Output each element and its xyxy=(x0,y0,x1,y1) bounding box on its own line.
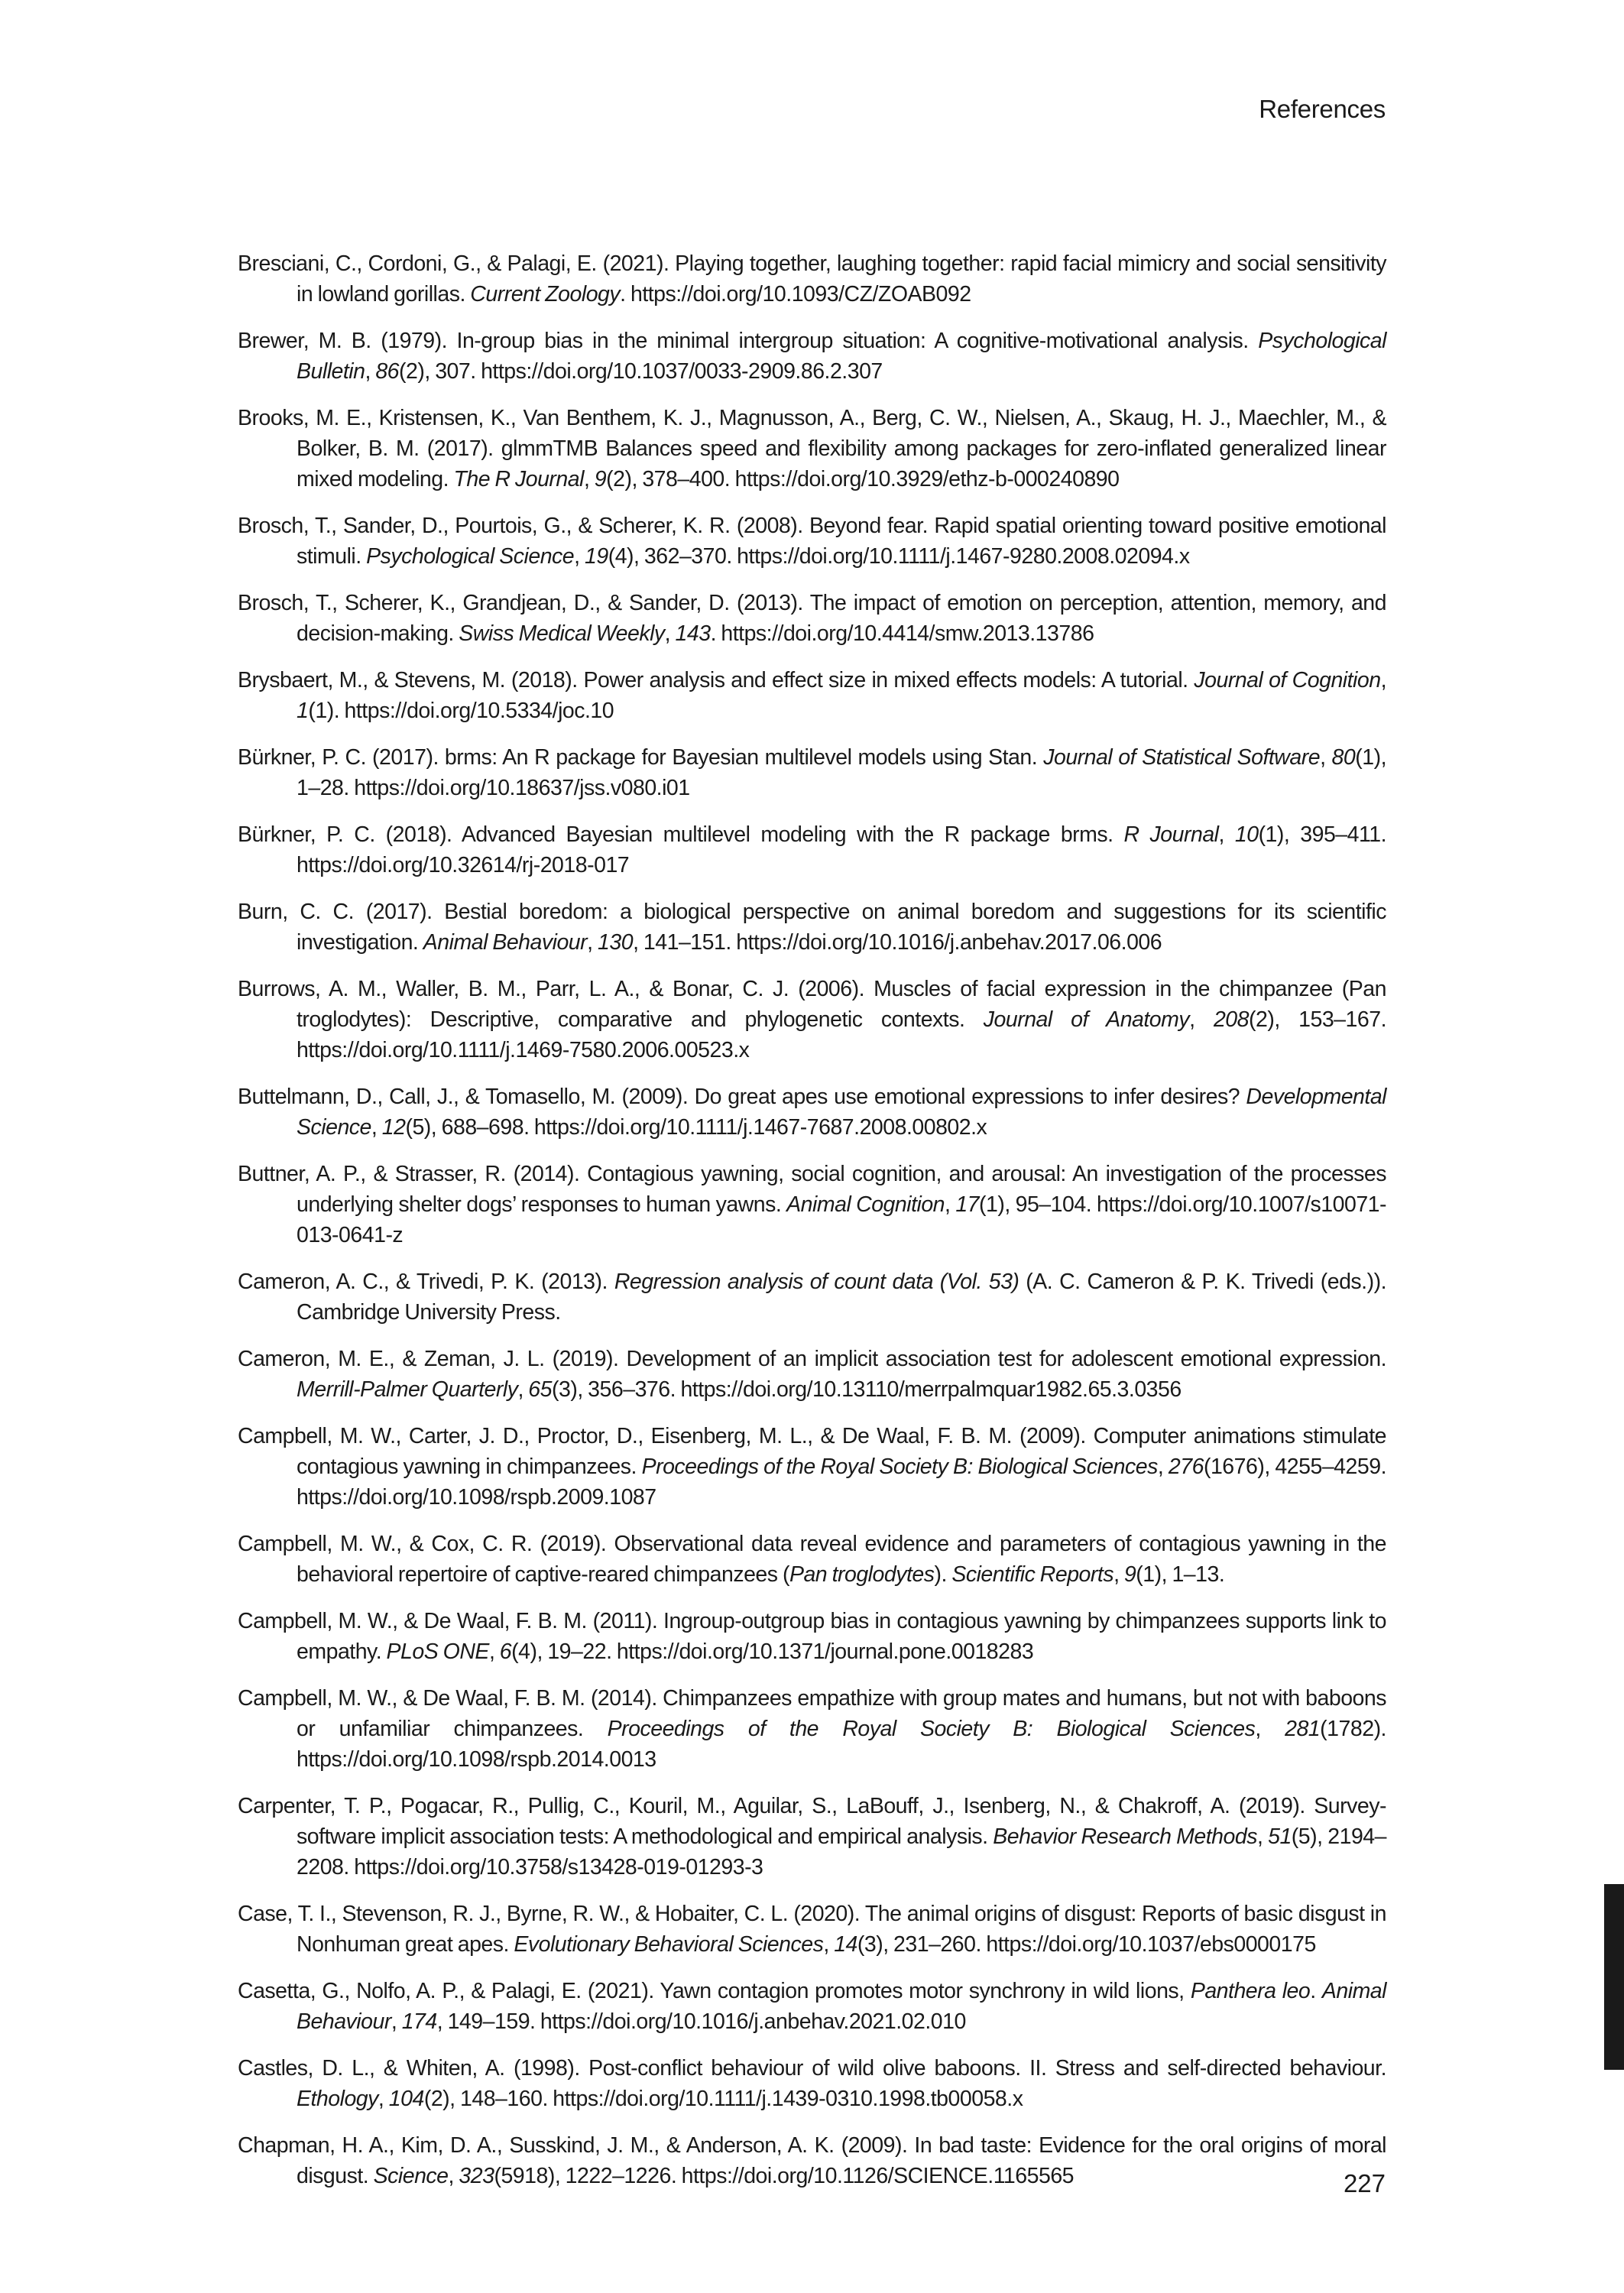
reference-italic-text: R Journal xyxy=(1123,822,1219,847)
reference-text: Casetta, G., Nolfo, A. P., & Palagi, E. (2021). Yawn contagion promotes motor synchrony in wild lions, xyxy=(238,1979,1191,2003)
reference-text: , xyxy=(517,1377,529,1402)
reference-entry xyxy=(238,511,1386,572)
reference-text: Brooks, M. E., Kristensen, K., Van Benthem, K. J., Magnusson, A., Berg, C. W., Nielsen, A., Skaug, H. J., Maechler, M., & Bolker, B. M. (2017). glmmTMB Balances speed and flexibility among packages for zero-inflated generalized linear mixed modeling. xyxy=(238,406,1386,491)
reference-entry xyxy=(238,248,1386,310)
reference-entry xyxy=(238,1683,1386,1775)
reference-text: , xyxy=(1256,1824,1269,1849)
reference-italic-text: 9 xyxy=(594,467,607,491)
reference-italic-text: 65 xyxy=(528,1377,552,1402)
reference-text: . https://doi.org/10.1093/CZ/ZOAB092 xyxy=(620,282,971,306)
reference-italic-text: Psychological Science xyxy=(366,544,575,569)
reference-italic-text: Panthera leo xyxy=(1190,1979,1311,2003)
reference-text: (5), 688–698. https://doi.org/10.1111/j.1467-7687.2008.00802.x xyxy=(405,1115,987,1140)
reference-entry xyxy=(238,819,1386,881)
reference-text: , xyxy=(1157,1455,1169,1479)
reference-text: , 149–159. https://doi.org/10.1016/j.anbehav.2021.02.010 xyxy=(436,2009,966,2034)
reference-italic-text: 143 xyxy=(675,621,711,646)
reference-italic-text: Animal Behaviour xyxy=(297,1979,1386,2034)
reference-text: Bresciani, C., Cordoni, G., & Palagi, E. (2021). Playing together, laughing together: rapid facial mimicry and social sensitivity in lowland gorillas. xyxy=(238,251,1386,306)
reference-italic-text: 12 xyxy=(381,1115,406,1140)
reference-text: Campbell, M. W., & Cox, C. R. (2019). Observational data reveal evidence and parameters of contagious yawning in the behavioral repertoire of captive-reared chimpanzees ( xyxy=(238,1532,1386,1587)
reference-text: Buttelmann, D., Call, J., & Tomasello, M. (2009). Do great apes use emotional expressions to infer desires? xyxy=(238,1085,1246,1109)
reference-text: , xyxy=(488,1639,500,1664)
reference-text: , xyxy=(391,2009,402,2034)
reference-entry xyxy=(238,897,1386,958)
reference-italic-text: Journal of Statistical Software xyxy=(1043,745,1321,770)
reference-text: Cameron, A. C., & Trivedi, P. K. (2013). xyxy=(238,1270,614,1294)
reference-entry xyxy=(238,1421,1386,1513)
reference-text: (2), 307. https://doi.org/10.1037/0033-2909.86.2.307 xyxy=(399,359,883,384)
reference-text: , xyxy=(1380,668,1386,692)
reference-italic-text: Swiss Medical Weekly xyxy=(459,621,665,646)
reference-italic-text: 130 xyxy=(598,930,634,955)
reference-entry xyxy=(238,1976,1386,2037)
reference-entry xyxy=(238,1159,1386,1250)
reference-text: (5), 2194–2208. https://doi.org/10.3758/s13428-019-01293-3 xyxy=(297,1824,1386,1879)
reference-entry xyxy=(238,2130,1386,2191)
reference-text: . xyxy=(1310,1979,1322,2003)
reference-italic-text: Journal of Cognition xyxy=(1194,668,1381,692)
reference-italic-text: Current Zoology xyxy=(470,282,621,306)
reference-italic-text: Animal Behaviour xyxy=(423,930,588,955)
reference-text: , xyxy=(1113,1562,1124,1587)
reference-text: Case, T. I., Stevenson, R. J., Byrne, R. W., & Hobaiter, C. L. (2020). The animal origins of disgust: Reports of basic disgust in Nonhuman great apes. xyxy=(238,1902,1386,1957)
reference-text: (1). https://doi.org/10.5334/joc.10 xyxy=(308,699,614,723)
reference-italic-text: Animal Cognition xyxy=(786,1192,945,1217)
reference-text: , xyxy=(945,1192,956,1217)
reference-text: Brosch, T., Scherer, K., Grandjean, D., & Sander, D. (2013). The impact of emotion on perception, attention, memory, and decision-making. xyxy=(238,591,1386,646)
reference-text: (A. C. Cameron & P. K. Trivedi (eds.)). Cambridge University Press. xyxy=(297,1270,1386,1325)
reference-italic-text: Pan troglodytes xyxy=(789,1562,935,1587)
reference-italic-text: 6 xyxy=(499,1639,512,1664)
reference-text: , xyxy=(371,1115,382,1140)
reference-text: (1), 1–13. xyxy=(1136,1562,1225,1587)
reference-text: Brosch, T., Sander, D., Pourtois, G., & Scherer, K. R. (2008). Beyond fear. Rapid spatial orienting toward positive emotional stimuli. xyxy=(238,514,1386,569)
reference-text: , xyxy=(587,930,598,955)
reference-italic-text: Merrill-Palmer Quarterly xyxy=(297,1377,518,1402)
reference-text: , 141–151. https://doi.org/10.1016/j.anbehav.2017.06.006 xyxy=(633,930,1162,955)
reference-text: (1676), 4255–4259. https://doi.org/10.1098/rspb.2009.1087 xyxy=(297,1455,1386,1510)
reference-italic-text: 281 xyxy=(1285,1717,1321,1741)
reference-text: , xyxy=(574,544,585,569)
reference-text: Campbell, M. W., Carter, J. D., Proctor, D., Eisenberg, M. L., & De Waal, F. B. M. (2009). Computer animations stimulate contagious yawning in chimpanzees. xyxy=(238,1424,1386,1479)
reference-italic-text: 276 xyxy=(1168,1455,1204,1479)
reference-italic-text: 86 xyxy=(375,359,400,384)
reference-italic-text: Behavior Research Methods xyxy=(993,1824,1257,1849)
reference-italic-text: 104 xyxy=(388,2087,424,2111)
reference-italic-text: 80 xyxy=(1331,745,1356,770)
reference-text: Campbell, M. W., & De Waal, F. B. M. (2011). Ingroup-outgroup bias in contagious yawning by chimpanzees supports link to empathy. xyxy=(238,1609,1386,1664)
reference-text: , xyxy=(664,621,676,646)
reference-text: (2), 378–400. https://doi.org/10.3929/ethz-b-000240890 xyxy=(606,467,1120,491)
reference-italic-text: 17 xyxy=(955,1192,980,1217)
reference-italic-text: 1 xyxy=(297,699,309,723)
reference-italic-text: Proceedings of the Royal Society B: Biological Sciences xyxy=(641,1455,1158,1479)
reference-entry xyxy=(238,1899,1386,1960)
reference-text: (4), 362–370. https://doi.org/10.1111/j.1467-9280.2008.02094.x xyxy=(608,544,1190,569)
reference-text: . https://doi.org/10.4414/smw.2013.13786 xyxy=(710,621,1094,646)
reference-text: Buttner, A. P., & Strasser, R. (2014). Contagious yawning, social cognition, and arousal: An investigation of the processes underlying shelter dogs’ responses to human yawns. xyxy=(238,1162,1386,1217)
reference-text: , xyxy=(448,2164,459,2188)
reference-entry xyxy=(238,974,1386,1065)
reference-italic-text: 323 xyxy=(459,2164,494,2188)
reference-text: Cameron, M. E., & Zeman, J. L. (2019). Development of an implicit association test for adolescent emotional expression. xyxy=(238,1347,1386,1371)
reference-entry xyxy=(238,1267,1386,1328)
reference-entry xyxy=(238,1791,1386,1883)
reference-italic-text: The R Journal xyxy=(453,467,584,491)
reference-italic-text: Scientific Reports xyxy=(951,1562,1114,1587)
running-header: References xyxy=(1259,95,1386,123)
reference-text: Bürkner, P. C. (2018). Advanced Bayesian multilevel modeling with the R package brms. xyxy=(238,822,1124,847)
reference-text: (3), 356–376. https://doi.org/10.13110/merrpalmquar1982.65.3.0356 xyxy=(552,1377,1182,1402)
reference-italic-text: 174 xyxy=(401,2009,437,2034)
reference-italic-text: PLoS ONE xyxy=(386,1639,489,1664)
reference-italic-text: Evolutionary Behavioral Sciences xyxy=(514,1932,824,1957)
reference-list xyxy=(238,248,1386,2207)
reference-text: (2), 153–167. https://doi.org/10.1111/j.1469-7580.2006.00523.x xyxy=(297,1007,1387,1062)
reference-text: , xyxy=(823,1932,835,1957)
reference-entry xyxy=(238,742,1386,803)
reference-text: , xyxy=(1218,822,1235,847)
reference-italic-text: Regression analysis of count data (Vol. 53) xyxy=(614,1270,1019,1294)
reference-text: Brewer, M. B. (1979). In-group bias in the minimal intergroup situation: A cognitive-motivational analysis. xyxy=(238,329,1259,353)
reference-entry xyxy=(238,1606,1386,1667)
reference-italic-text: Journal of Anatomy xyxy=(983,1007,1190,1032)
reference-italic-text: 10 xyxy=(1234,822,1259,847)
reference-entry xyxy=(238,665,1386,726)
reference-italic-text: 9 xyxy=(1123,1562,1136,1587)
reference-text: Burn, C. C. (2017). Bestial boredom: a biological perspective on animal boredom and suggestions for its scientific investigation. xyxy=(238,900,1386,955)
reference-entry xyxy=(238,403,1386,495)
reference-entry xyxy=(238,2053,1386,2114)
reference-italic-text: 208 xyxy=(1213,1007,1250,1032)
reference-text: (5918), 1222–1226. https://doi.org/10.1126/SCIENCE.1165565 xyxy=(494,2164,1075,2188)
reference-text: ). xyxy=(934,1562,952,1587)
reference-italic-text: Psychological Bulletin xyxy=(297,329,1386,384)
reference-entry xyxy=(238,1529,1386,1590)
reference-text: , xyxy=(1255,1717,1285,1741)
reference-text: Castles, D. L., & Whiten, A. (1998). Post-conflict behaviour of wild olive baboons. II. Stress and self-directed behaviour. xyxy=(238,2056,1386,2081)
thumb-tab-marker xyxy=(1604,1884,1624,2070)
reference-italic-text: Ethology xyxy=(297,2087,378,2111)
reference-text: Campbell, M. W., & De Waal, F. B. M. (2014). Chimpanzees empathize with group mates and humans, but not with baboons or unfamiliar chimpanzees. xyxy=(238,1686,1386,1741)
reference-italic-text: Developmental Science xyxy=(297,1085,1386,1140)
page-number: 227 xyxy=(1343,2169,1386,2197)
reference-entry xyxy=(238,588,1386,649)
reference-text: (1), 1–28. https://doi.org/10.18637/jss.v080.i01 xyxy=(297,745,1386,800)
reference-text: (2), 148–160. https://doi.org/10.1111/j.1439-0310.1998.tb00058.x xyxy=(423,2087,1023,2111)
reference-entry xyxy=(238,326,1386,387)
reference-italic-text: Proceedings of the Royal Society B: Biological Sciences xyxy=(607,1717,1256,1741)
reference-text: Brysbaert, M., & Stevens, M. (2018). Power analysis and effect size in mixed effects models: A tutorial. xyxy=(238,668,1194,692)
reference-text: Bürkner, P. C. (2017). brms: An R package for Bayesian multilevel models using Stan. xyxy=(238,745,1044,770)
reference-text: , xyxy=(365,359,376,384)
reference-italic-text: 14 xyxy=(834,1932,857,1957)
reference-italic-text: 51 xyxy=(1268,1824,1292,1849)
reference-entry xyxy=(238,1082,1386,1143)
reference-text: (1), 95–104. https://doi.org/10.1007/s10071-013-0641-z xyxy=(297,1192,1387,1247)
reference-text: , xyxy=(1189,1007,1214,1032)
reference-text: (3), 231–260. https://doi.org/10.1037/ebs0000175 xyxy=(857,1932,1316,1957)
reference-text: (1782). https://doi.org/10.1098/rspb.2014.0013 xyxy=(297,1717,1386,1772)
reference-text: (4), 19–22. https://doi.org/10.1371/journal.pone.0018283 xyxy=(511,1639,1034,1664)
reference-text: (1), 395–411. https://doi.org/10.32614/rj-2018-017 xyxy=(297,822,1386,877)
reference-text: Chapman, H. A., Kim, D. A., Susskind, J. M., & Anderson, A. K. (2009). In bad taste: Evidence for the oral origins of moral disgust. xyxy=(238,2133,1386,2188)
reference-text: Burrows, A. M., Waller, B. M., Parr, L. A., & Bonar, C. J. (2006). Muscles of facial expression in the chimpanzee (Pan troglodytes): Descriptive, comparative and phylogenetic contexts. xyxy=(238,977,1386,1032)
reference-text: , xyxy=(583,467,595,491)
reference-entry xyxy=(238,1344,1386,1405)
reference-text: , xyxy=(378,2087,389,2111)
reference-text: , xyxy=(1320,745,1332,770)
reference-text: Carpenter, T. P., Pogacar, R., Pullig, C., Kouril, M., Aguilar, S., LaBouff, J., Isenberg, N., & Chakroff, A. (2019). Survey-software implicit association tests: A methodological and empirical analysis. xyxy=(238,1794,1386,1849)
reference-italic-text: 19 xyxy=(585,544,608,569)
reference-italic-text: Science xyxy=(373,2164,449,2188)
